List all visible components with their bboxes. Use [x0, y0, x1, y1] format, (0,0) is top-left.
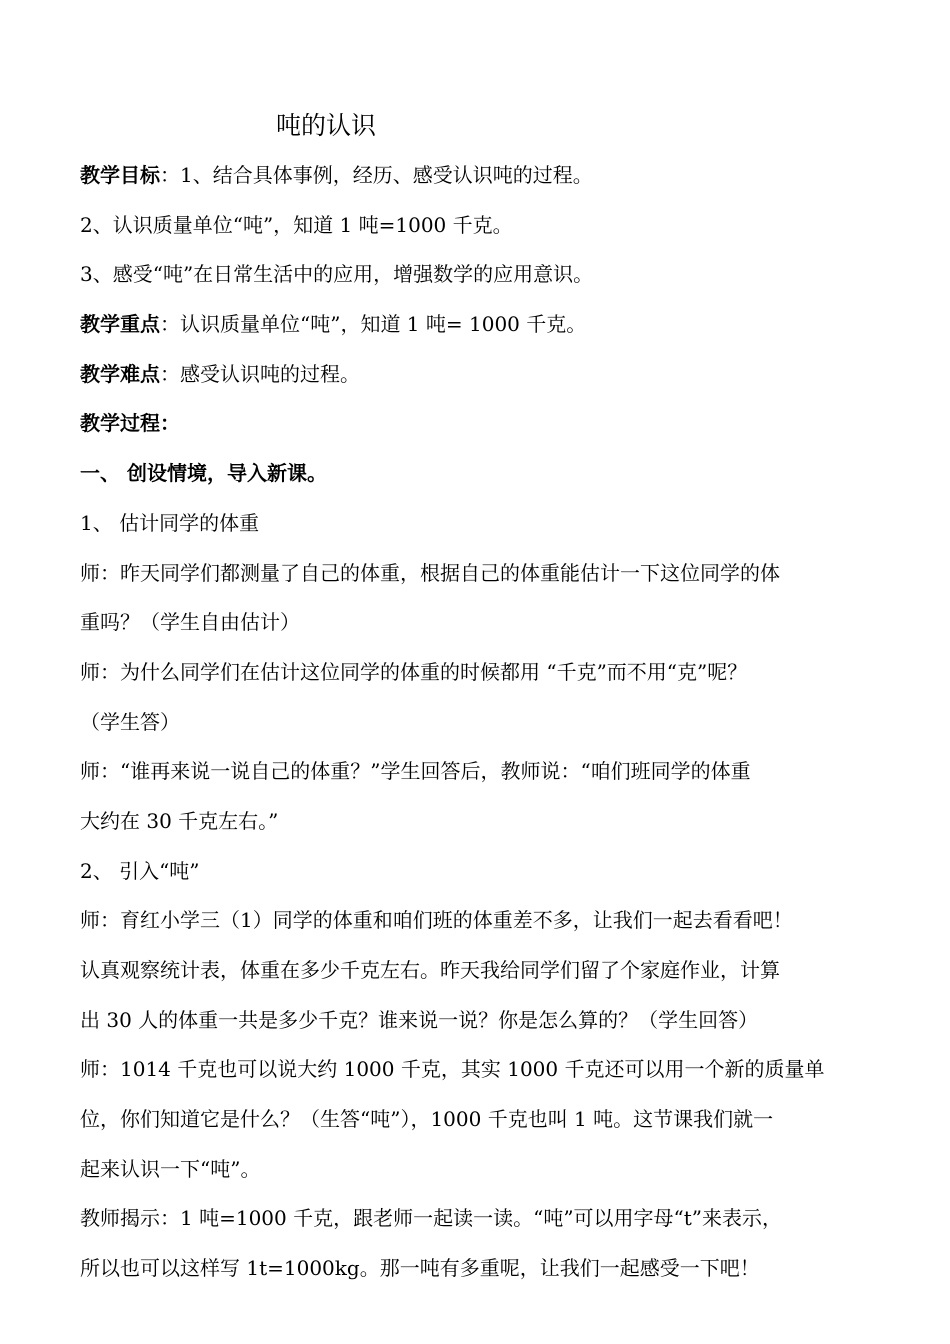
section-label: 一、 创设情境，导入新课。	[80, 461, 327, 486]
line-text: 2、认识质量单位“吨”，知道 1 吨=1000 千克。	[80, 212, 513, 237]
paragraph-line	[80, 305, 880, 355]
paragraph-line	[80, 951, 880, 1001]
document-title: 吨的认识	[276, 111, 377, 140]
line-text: ：1、结合具体事例，经历、感受认识吨的过程。	[160, 163, 593, 187]
line-text: 起来认识一下“吨”。	[80, 1156, 261, 1181]
section-label: 教学目标	[80, 163, 160, 187]
line-text: 重吗？（学生自由估计）	[80, 610, 300, 635]
paragraph-line	[80, 703, 880, 753]
paragraph-line	[80, 554, 880, 604]
paragraph-line	[80, 1150, 880, 1200]
line-text: 位，你们知道它是什么？（生答“吨”），1000 千克也叫 1 吨。这节课我们就一	[80, 1107, 774, 1132]
paragraph-line	[80, 156, 880, 206]
paragraph-line	[80, 1199, 880, 1249]
paragraph-line	[80, 255, 880, 305]
section-heading	[80, 454, 880, 504]
section-label: 教学难点	[80, 361, 160, 386]
paragraph-line	[80, 603, 880, 653]
paragraph-line	[80, 504, 880, 554]
paragraph-line	[80, 1050, 880, 1100]
paragraph-line	[80, 355, 880, 405]
paragraph-line	[80, 901, 880, 951]
line-text: 师：昨天同学们都测量了自己的体重，根据自己的体重能估计一下这位同学的体	[80, 560, 780, 585]
paragraph-line	[80, 404, 880, 454]
document-body	[80, 156, 880, 1299]
paragraph-line	[80, 1001, 880, 1051]
paragraph-line	[80, 1249, 880, 1299]
paragraph-line	[80, 752, 880, 802]
line-text: 师：为什么同学们在估计这位同学的体重的时候都用 “千克”而不用“克”呢？	[80, 659, 748, 684]
line-text: 师：育红小学三（1）同学的体重和咱们班的体重差不多，让我们一起去看看吧！	[80, 908, 793, 933]
paragraph-line	[80, 802, 880, 852]
line-text: 出 30 人的体重一共是多少千克？谁来说一说？你是怎么算的？（学生回答）	[80, 1007, 759, 1032]
line-text: ：感受认识吨的过程。	[160, 361, 360, 386]
paragraph-line	[80, 653, 880, 703]
line-text: 1、 估计同学的体重	[80, 510, 260, 535]
line-text: 3、感受“吨”在日常生活中的应用，增强数学的应用意识。	[80, 262, 594, 287]
line-text: 2、 引入“吨”	[80, 858, 200, 883]
line-text: 教师揭示：1 吨=1000 千克，跟老师一起读一读。“吨”可以用字母“t”来表示，	[80, 1206, 783, 1231]
section-label: 教学重点	[80, 312, 160, 337]
paragraph-line	[80, 852, 880, 902]
line-text: ：认识质量单位“吨”，知道 1 吨= 1000 千克。	[160, 312, 587, 337]
line-text: （学生答）	[80, 709, 180, 734]
line-text: 师：1014 千克也可以说大约 1000 千克，其实 1000 千克还可以用一个新的质量单	[80, 1057, 825, 1082]
paragraph-line	[80, 206, 880, 256]
paragraph-line	[80, 1100, 880, 1150]
line-text: 大约在 30 千克左右。”	[80, 808, 279, 833]
line-text: 认真观察统计表，体重在多少千克左右。昨天我给同学们留了个家庭作业，计算	[80, 958, 780, 982]
line-text: 所以也可以这样写 1t=1000kg。那一吨有多重呢，让我们一起感受一下吧！	[80, 1256, 760, 1281]
line-text: 师：“谁再来说一说自己的体重？”学生回答后，教师说：“咱们班同学的体重	[80, 759, 751, 784]
section-label: 教学过程：	[80, 411, 180, 436]
